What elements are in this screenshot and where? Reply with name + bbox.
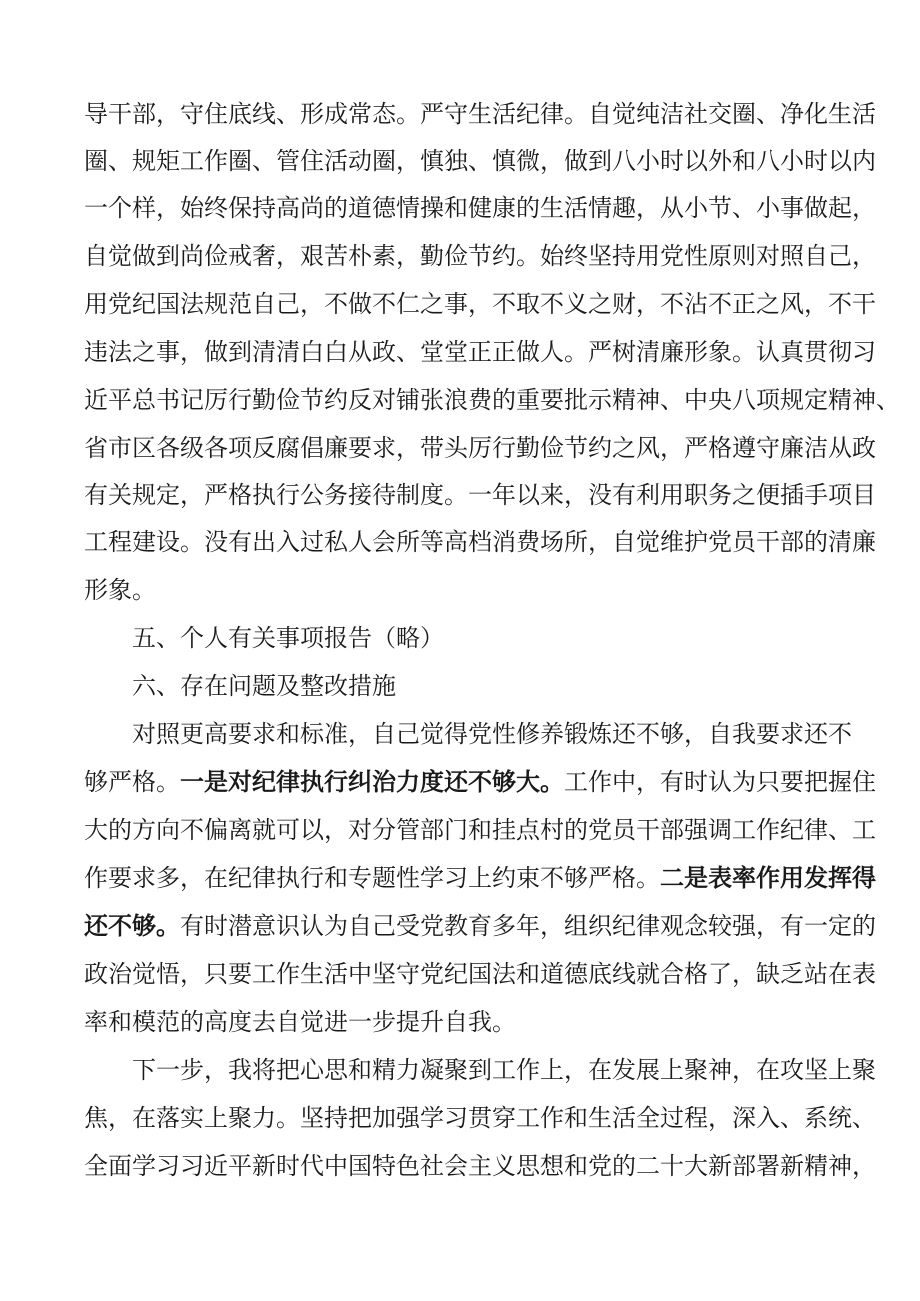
paragraph-2-line-2-text-a: 够严格。 bbox=[84, 768, 180, 796]
section-heading-5: 五、个人有关事项报告（略） bbox=[132, 624, 444, 652]
emphasis-point-2: 二是表率作用发挥得 bbox=[660, 864, 876, 892]
paragraph-2-line-7: 率和模范的高度去自觉进一步提升自我。 bbox=[84, 1008, 516, 1036]
paragraph-1-line-2: 圈、规矩工作圈、管住活动圈，慎独、慎微，做到八小时以外和八小时以内 bbox=[84, 147, 876, 175]
section-heading-6: 六、存在问题及整改措施 bbox=[132, 672, 396, 700]
paragraph-2-line-5 bbox=[84, 906, 876, 946]
paragraph-3-line-1: 下一步，我将把心思和精力凝聚到工作上，在发展上聚神，在攻坚上聚 bbox=[132, 1056, 876, 1084]
paragraph-1-line-4: 自觉做到尚俭戒奢，艰苦朴素，勤俭节约。始终坚持用党性原则对照自己， bbox=[84, 242, 876, 270]
paragraph-1-line-5: 用党纪国法规范自己，不做不仁之事，不取不义之财，不沾不正之风，不干 bbox=[84, 290, 876, 318]
paragraph-1-line-7: 近平总书记厉行勤俭节约反对铺张浪费的重要批示精神、中央八项规定精神、 bbox=[84, 386, 900, 414]
paragraph-1-line-9: 有关规定，严格执行公务接待制度。一年以来，没有利用职务之便插手项目 bbox=[84, 481, 876, 509]
paragraph-2-line-4 bbox=[84, 858, 876, 898]
paragraph-3-line-2: 焦，在落实上聚力。坚持把加强学习贯穿工作和生活全过程，深入、系统、 bbox=[84, 1104, 876, 1132]
paragraph-1-line-8: 省市区各级各项反腐倡廉要求，带头厉行勤俭节约之风，严格遵守廉洁从政 bbox=[84, 434, 876, 462]
paragraph-1-line-1: 导干部，守住底线、形成常态。严守生活纪律。自觉纯洁社交圈、净化生活 bbox=[84, 100, 876, 128]
paragraph-2-line-2 bbox=[84, 762, 876, 802]
paragraph-2-line-5-text-b: 有时潜意识认为自己受党教育多年，组织纪律观念较强，有一定的 bbox=[180, 912, 876, 940]
paragraph-2-line-4-text-a: 作要求多，在纪律执行和专题性学习上约束不够严格。 bbox=[84, 864, 660, 892]
paragraph-1-line-10: 工程建设。没有出入过私人会所等高档消费场所，自觉维护党员干部的清廉 bbox=[84, 528, 876, 556]
paragraph-2-line-1: 对照更高要求和标准，自己觉得党性修养锻炼还不够，自我要求还不 bbox=[132, 720, 852, 748]
paragraph-1-line-3: 一个样，始终保持高尚的道德情操和健康的生活情趣，从小节、小事做起， bbox=[84, 194, 876, 222]
paragraph-1-line-6: 违法之事，做到清清白白从政、堂堂正正做人。严树清廉形象。认真贯彻习 bbox=[84, 338, 876, 366]
paragraph-2-line-6: 政治觉悟，只要工作生活中坚守党纪国法和道德底线就合格了，缺乏站在表 bbox=[84, 960, 876, 988]
paragraph-2-line-3: 大的方向不偏离就可以，对分管部门和挂点村的党员干部强调工作纪律、工 bbox=[84, 816, 876, 844]
paragraph-3-line-3: 全面学习习近平新时代中国特色社会主义思想和党的二十大新部署新精神， bbox=[84, 1152, 876, 1180]
emphasis-point-2-end: 还不够。 bbox=[84, 912, 180, 940]
paragraph-1-line-11: 形象。 bbox=[84, 576, 156, 604]
paragraph-2-line-2-text-c: 工作中，有时认为只要把握住 bbox=[564, 768, 876, 796]
emphasis-point-1: 一是对纪律执行纠治力度还不够大。 bbox=[180, 768, 564, 796]
